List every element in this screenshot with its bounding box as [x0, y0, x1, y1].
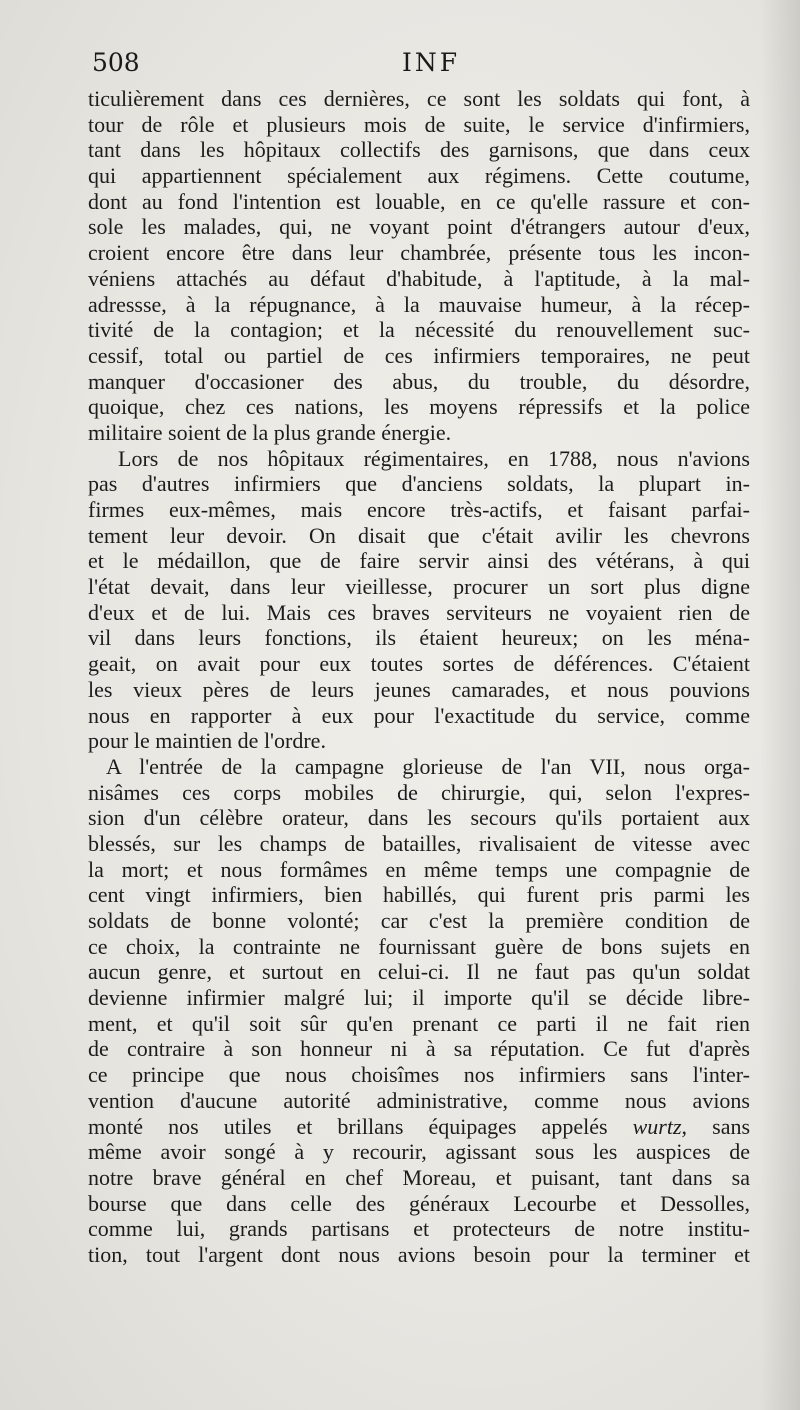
text-line: Lors de nos hôpitaux régimentaires, en 1788, nous n'avions	[118, 445, 750, 471]
text-line: nisâmes ces corps mobiles de chirurgie, qui, selon l'expres-	[88, 779, 750, 805]
page-header	[92, 48, 750, 82]
text-line: l'état devait, dans leur vieillesse, procurer un sort plus digne	[88, 574, 750, 600]
text-line: blessés, sur les champs de batailles, rivalisaient de vitesse avec	[88, 830, 750, 856]
paragraph-1	[88, 86, 750, 446]
text-line: et le médaillon, que de faire servir ainsi des vétérans, à qui	[88, 548, 750, 574]
paragraph-3	[88, 754, 750, 1268]
text-segment: monté nos utiles et brillans équipages appelés	[88, 1113, 608, 1139]
text-line: cessif, total ou partiel de ces infirmiers temporaires, ne peut	[88, 342, 750, 368]
text-line: vention d'aucune autorité administrative, comme nous avions	[88, 1087, 750, 1113]
text-line: notre brave général en chef Moreau, et puisant, tant dans sa	[88, 1164, 750, 1190]
text-line: comme lui, grands partisans et protecteurs de notre institu-	[88, 1216, 750, 1242]
text-line: ce choix, la contrainte ne fournissant guère de bons sujets en	[88, 933, 750, 959]
text-line: nous en rapporter à eux pour l'exactitude du service, comme	[88, 702, 750, 728]
text-line: A l'entrée de la campagne glorieuse de l'an VII, nous orga-	[106, 753, 750, 779]
text-line: pas d'autres infirmiers que d'anciens soldats, la plupart in-	[88, 471, 750, 497]
paragraph-2	[88, 446, 750, 754]
text-line: les vieux pères de leurs jeunes camarades, et nous pouvions	[88, 676, 750, 702]
italic-word: wurtz	[632, 1113, 682, 1139]
text-line: de contraire à son honneur ni à sa réputation. Ce fut d'après	[88, 1036, 750, 1062]
text-line: véniens attachés au défaut d'habitude, à l'aptitude, à la mal-	[88, 265, 750, 291]
text-line: tant dans les hôpitaux collectifs des garnisons, que dans ceux	[88, 137, 750, 163]
text-line: manquer d'occasioner des abus, du trouble, du désordre,	[88, 368, 750, 394]
text-line: tour de rôle et plusieurs mois de suite, le service d'infirmiers,	[88, 111, 750, 137]
text-line: geait, on avait pour eux toutes sortes de déférences. C'étaient	[88, 651, 750, 677]
text-line: militaire soient de la plus grande énergie.	[88, 419, 452, 445]
text-segment: , sans	[681, 1113, 750, 1139]
text-line: bourse que dans celle des généraux Lecourbe et Dessolles,	[88, 1190, 750, 1216]
text-line: d'eux et de lui. Mais ces braves serviteurs ne voyaient rien de	[88, 599, 750, 625]
text-line: sion d'un célèbre orateur, dans les secours qu'ils portaient aux	[88, 805, 750, 831]
text-line: pour le maintien de l'ordre.	[88, 728, 326, 754]
page-number: 508	[92, 48, 140, 77]
text-line: tivité de la contagion; et la nécessité du renouvellement suc-	[88, 317, 750, 343]
text-line: croient encore être dans leur chambrée, présente tous les incon-	[88, 240, 750, 266]
text-line: vil dans leurs fonctions, ils étaient heureux; on les ména-	[88, 625, 750, 651]
text-line	[88, 1114, 750, 1140]
text-line: aucun genre, et surtout en celui-ci. Il ne faut pas qu'un soldat	[88, 959, 750, 985]
text-line: tement leur devoir. On disait que c'était avilir les chevrons	[88, 522, 750, 548]
text-line: qui appartiennent spécialement aux régimens. Cette coutume,	[88, 163, 750, 189]
body-text	[88, 86, 750, 1268]
text-line: devienne infirmier malgré lui; il importe qu'il se décide libre-	[88, 985, 750, 1011]
text-line: dont au fond l'intention est louable, en ce qu'elle rassure et con-	[88, 188, 750, 214]
text-line: même avoir songé à y recourir, agissant sous les auspices de	[88, 1139, 750, 1165]
text-line: soldats de bonne volonté; car c'est la première condition de	[88, 908, 750, 933]
text-line: ce principe que nous choisîmes nos infirmiers sans l'inter-	[88, 1062, 750, 1088]
running-head: INF	[402, 48, 461, 77]
text-line: cent vingt infirmiers, bien habillés, qui furent pris parmi les	[88, 882, 750, 908]
text-line: firmes eux-mêmes, mais encore très-actifs, et faisant parfai-	[88, 497, 750, 522]
page-edge-shadow	[760, 0, 800, 1410]
text-line: quoique, chez ces nations, les moyens répressifs et la police	[88, 394, 750, 420]
text-line: ticulièrement dans ces dernières, ce sont les soldats qui font, à	[88, 86, 750, 111]
text-line: sole les malades, qui, ne voyant point d'étrangers autour d'eux,	[88, 214, 750, 240]
text-line: ment, et qu'il soit sûr qu'en prenant ce parti il ne fait rien	[88, 1010, 750, 1036]
text-line: tion, tout l'argent dont nous avions besoin pour la terminer et	[88, 1241, 750, 1267]
text-line: la mort; et nous formâmes en même temps une compagnie de	[88, 856, 750, 882]
text-line: adressse, à la répugnance, à la mauvaise humeur, à la récep-	[88, 291, 750, 317]
